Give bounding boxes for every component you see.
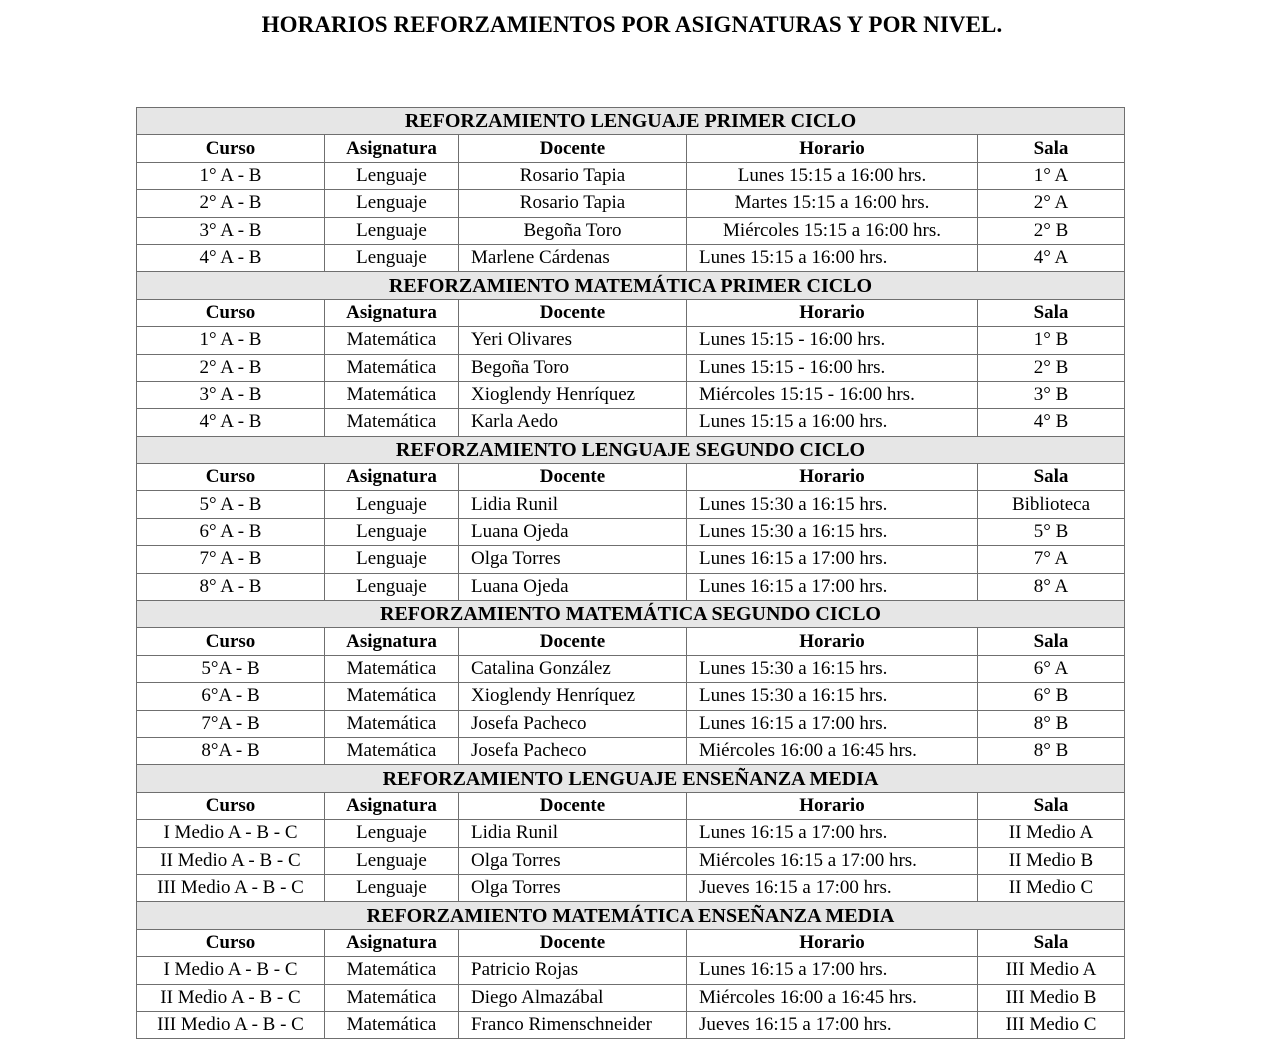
table-row (137, 573, 1125, 600)
cell-curso: 3° A - B (137, 381, 325, 408)
column-header-asignatura: Asignatura (325, 299, 459, 326)
cell-asignatura: Lenguaje (325, 217, 459, 244)
page-title: HORARIOS REFORZAMIENTOS POR ASIGNATURAS Y POR NIVEL. (261, 12, 1003, 37)
cell-sala: 8° A (978, 573, 1125, 600)
cell-horario: Lunes 16:15 a 17:00 hrs. (687, 710, 978, 737)
section-heading: REFORZAMIENTO MATEMÁTICA PRIMER CICLO (137, 272, 1125, 299)
column-header-sala: Sala (978, 299, 1125, 326)
table-row (137, 1011, 1125, 1038)
column-header-asignatura: Asignatura (325, 628, 459, 655)
cell-horario: Miércoles 16:00 a 16:45 hrs. (687, 737, 978, 764)
column-header-row (137, 628, 1125, 655)
column-header-curso: Curso (137, 792, 325, 819)
schedule-table (136, 107, 1125, 1039)
table-row (137, 244, 1125, 271)
column-header-docente: Docente (459, 135, 687, 162)
table-row (137, 874, 1125, 901)
column-header-sala: Sala (978, 135, 1125, 162)
cell-curso: III Medio A - B - C (137, 874, 325, 901)
cell-asignatura: Matemática (325, 655, 459, 682)
column-header-curso: Curso (137, 464, 325, 491)
cell-asignatura: Matemática (325, 683, 459, 710)
cell-asignatura: Lenguaje (325, 190, 459, 217)
cell-sala: 4° B (978, 409, 1125, 436)
column-header-row (137, 299, 1125, 326)
table-row (137, 491, 1125, 518)
table-row (137, 984, 1125, 1011)
cell-curso: III Medio A - B - C (137, 1011, 325, 1038)
cell-horario: Lunes 15:30 a 16:15 hrs. (687, 683, 978, 710)
cell-docente: Xioglendy Henríquez (459, 381, 687, 408)
cell-docente: Yeri Olivares (459, 327, 687, 354)
cell-asignatura: Matemática (325, 381, 459, 408)
cell-curso: 2° A - B (137, 354, 325, 381)
cell-horario: Lunes 15:15 a 16:00 hrs. (687, 162, 978, 189)
cell-docente: Begoña Toro (459, 354, 687, 381)
cell-sala: II Medio B (978, 847, 1125, 874)
cell-docente: Xioglendy Henríquez (459, 683, 687, 710)
table-row (137, 327, 1125, 354)
cell-asignatura: Lenguaje (325, 573, 459, 600)
cell-curso: 1° A - B (137, 162, 325, 189)
cell-curso: I Medio A - B - C (137, 957, 325, 984)
cell-curso: 6°A - B (137, 683, 325, 710)
cell-asignatura: Matemática (325, 737, 459, 764)
cell-asignatura: Matemática (325, 710, 459, 737)
cell-docente: Marlene Cárdenas (459, 244, 687, 271)
column-header-horario: Horario (687, 792, 978, 819)
column-header-horario: Horario (687, 628, 978, 655)
column-header-row (137, 464, 1125, 491)
cell-docente: Luana Ojeda (459, 518, 687, 545)
cell-docente: Karla Aedo (459, 409, 687, 436)
cell-sala: 8° B (978, 737, 1125, 764)
table-row (137, 381, 1125, 408)
cell-curso: 3° A - B (137, 217, 325, 244)
cell-curso: 4° A - B (137, 244, 325, 271)
column-header-sala: Sala (978, 628, 1125, 655)
column-header-curso: Curso (137, 135, 325, 162)
column-header-asignatura: Asignatura (325, 792, 459, 819)
cell-sala: 1° B (978, 327, 1125, 354)
cell-horario: Miércoles 16:00 a 16:45 hrs. (687, 984, 978, 1011)
cell-sala: 5° B (978, 518, 1125, 545)
cell-curso: 6° A - B (137, 518, 325, 545)
cell-horario: Lunes 16:15 a 17:00 hrs. (687, 957, 978, 984)
cell-asignatura: Matemática (325, 354, 459, 381)
cell-horario: Lunes 16:15 a 17:00 hrs. (687, 573, 978, 600)
cell-docente: Olga Torres (459, 874, 687, 901)
cell-docente: Lidia Runil (459, 491, 687, 518)
cell-horario: Lunes 15:15 a 16:00 hrs. (687, 244, 978, 271)
cell-docente: Franco Rimenschneider (459, 1011, 687, 1038)
cell-docente: Luana Ojeda (459, 573, 687, 600)
section-heading-row (137, 108, 1125, 135)
column-header-horario: Horario (687, 299, 978, 326)
cell-asignatura: Lenguaje (325, 244, 459, 271)
column-header-docente: Docente (459, 299, 687, 326)
cell-sala: 2° A (978, 190, 1125, 217)
cell-sala: 6° A (978, 655, 1125, 682)
cell-sala: Biblioteca (978, 491, 1125, 518)
cell-docente: Josefa Pacheco (459, 737, 687, 764)
column-header-asignatura: Asignatura (325, 929, 459, 956)
cell-sala: 1° A (978, 162, 1125, 189)
table-row (137, 217, 1125, 244)
table-row (137, 710, 1125, 737)
section-heading-row (137, 272, 1125, 299)
cell-sala: 6° B (978, 683, 1125, 710)
cell-sala: III Medio C (978, 1011, 1125, 1038)
cell-sala: 2° B (978, 217, 1125, 244)
column-header-docente: Docente (459, 792, 687, 819)
cell-curso: 4° A - B (137, 409, 325, 436)
table-row (137, 820, 1125, 847)
cell-asignatura: Matemática (325, 957, 459, 984)
cell-curso: 1° A - B (137, 327, 325, 354)
cell-horario: Miércoles 15:15 a 16:00 hrs. (687, 217, 978, 244)
section-heading: REFORZAMIENTO LENGUAJE ENSEÑANZA MEDIA (137, 765, 1125, 792)
cell-asignatura: Lenguaje (325, 162, 459, 189)
cell-docente: Catalina González (459, 655, 687, 682)
column-header-horario: Horario (687, 135, 978, 162)
column-header-row (137, 135, 1125, 162)
cell-docente: Rosario Tapia (459, 162, 687, 189)
section-heading: REFORZAMIENTO MATEMÁTICA ENSEÑANZA MEDIA (137, 902, 1125, 929)
cell-docente: Olga Torres (459, 546, 687, 573)
cell-curso: I Medio A - B - C (137, 820, 325, 847)
cell-horario: Martes 15:15 a 16:00 hrs. (687, 190, 978, 217)
table-row (137, 737, 1125, 764)
cell-curso: II Medio A - B - C (137, 984, 325, 1011)
cell-horario: Miércoles 15:15 - 16:00 hrs. (687, 381, 978, 408)
cell-docente: Patricio Rojas (459, 957, 687, 984)
cell-horario: Lunes 15:30 a 16:15 hrs. (687, 655, 978, 682)
cell-asignatura: Matemática (325, 409, 459, 436)
cell-horario: Jueves 16:15 a 17:00 hrs. (687, 874, 978, 901)
cell-asignatura: Lenguaje (325, 518, 459, 545)
cell-horario: Lunes 15:15 - 16:00 hrs. (687, 354, 978, 381)
column-header-docente: Docente (459, 464, 687, 491)
cell-curso: 2° A - B (137, 190, 325, 217)
cell-asignatura: Lenguaje (325, 874, 459, 901)
column-header-sala: Sala (978, 792, 1125, 819)
column-header-sala: Sala (978, 464, 1125, 491)
cell-docente: Lidia Runil (459, 820, 687, 847)
cell-horario: Miércoles 16:15 a 17:00 hrs. (687, 847, 978, 874)
table-row (137, 957, 1125, 984)
cell-sala: II Medio A (978, 820, 1125, 847)
column-header-curso: Curso (137, 628, 325, 655)
column-header-horario: Horario (687, 929, 978, 956)
cell-asignatura: Matemática (325, 327, 459, 354)
cell-sala: III Medio A (978, 957, 1125, 984)
column-header-curso: Curso (137, 929, 325, 956)
cell-horario: Lunes 15:15 a 16:00 hrs. (687, 409, 978, 436)
cell-docente: Josefa Pacheco (459, 710, 687, 737)
cell-horario: Lunes 16:15 a 17:00 hrs. (687, 546, 978, 573)
cell-sala: 4° A (978, 244, 1125, 271)
table-row (137, 683, 1125, 710)
column-header-horario: Horario (687, 464, 978, 491)
cell-sala: 2° B (978, 354, 1125, 381)
section-heading: REFORZAMIENTO MATEMÁTICA SEGUNDO CICLO (137, 601, 1125, 628)
table-row (137, 162, 1125, 189)
section-heading: REFORZAMIENTO LENGUAJE SEGUNDO CICLO (137, 436, 1125, 463)
column-header-row (137, 792, 1125, 819)
cell-curso: 8° A - B (137, 573, 325, 600)
column-header-docente: Docente (459, 628, 687, 655)
section-heading-row (137, 601, 1125, 628)
column-header-sala: Sala (978, 929, 1125, 956)
cell-curso: 5° A - B (137, 491, 325, 518)
column-header-asignatura: Asignatura (325, 135, 459, 162)
cell-asignatura: Matemática (325, 984, 459, 1011)
cell-docente: Diego Almazábal (459, 984, 687, 1011)
cell-curso: II Medio A - B - C (137, 847, 325, 874)
column-header-asignatura: Asignatura (325, 464, 459, 491)
cell-curso: 8°A - B (137, 737, 325, 764)
cell-horario: Jueves 16:15 a 17:00 hrs. (687, 1011, 978, 1038)
table-row (137, 546, 1125, 573)
table-row (137, 655, 1125, 682)
cell-docente: Olga Torres (459, 847, 687, 874)
column-header-curso: Curso (137, 299, 325, 326)
cell-horario: Lunes 15:30 a 16:15 hrs. (687, 491, 978, 518)
cell-horario: Lunes 15:15 - 16:00 hrs. (687, 327, 978, 354)
cell-sala: III Medio B (978, 984, 1125, 1011)
cell-curso: 5°A - B (137, 655, 325, 682)
table-row (137, 354, 1125, 381)
cell-asignatura: Lenguaje (325, 491, 459, 518)
cell-horario: Lunes 16:15 a 17:00 hrs. (687, 820, 978, 847)
table-row (137, 518, 1125, 545)
cell-asignatura: Lenguaje (325, 546, 459, 573)
cell-sala: 7° A (978, 546, 1125, 573)
section-heading-row (137, 436, 1125, 463)
cell-asignatura: Matemática (325, 1011, 459, 1038)
cell-sala: 8° B (978, 710, 1125, 737)
cell-sala: 3° B (978, 381, 1125, 408)
cell-sala: II Medio C (978, 874, 1125, 901)
column-header-row (137, 929, 1125, 956)
section-heading: REFORZAMIENTO LENGUAJE PRIMER CICLO (137, 108, 1125, 135)
table-row (137, 409, 1125, 436)
cell-asignatura: Lenguaje (325, 847, 459, 874)
column-header-docente: Docente (459, 929, 687, 956)
section-heading-row (137, 902, 1125, 929)
cell-asignatura: Lenguaje (325, 820, 459, 847)
cell-horario: Lunes 15:30 a 16:15 hrs. (687, 518, 978, 545)
table-row (137, 190, 1125, 217)
table-row (137, 847, 1125, 874)
cell-docente: Rosario Tapia (459, 190, 687, 217)
section-heading-row (137, 765, 1125, 792)
cell-curso: 7° A - B (137, 546, 325, 573)
cell-docente: Begoña Toro (459, 217, 687, 244)
cell-curso: 7°A - B (137, 710, 325, 737)
